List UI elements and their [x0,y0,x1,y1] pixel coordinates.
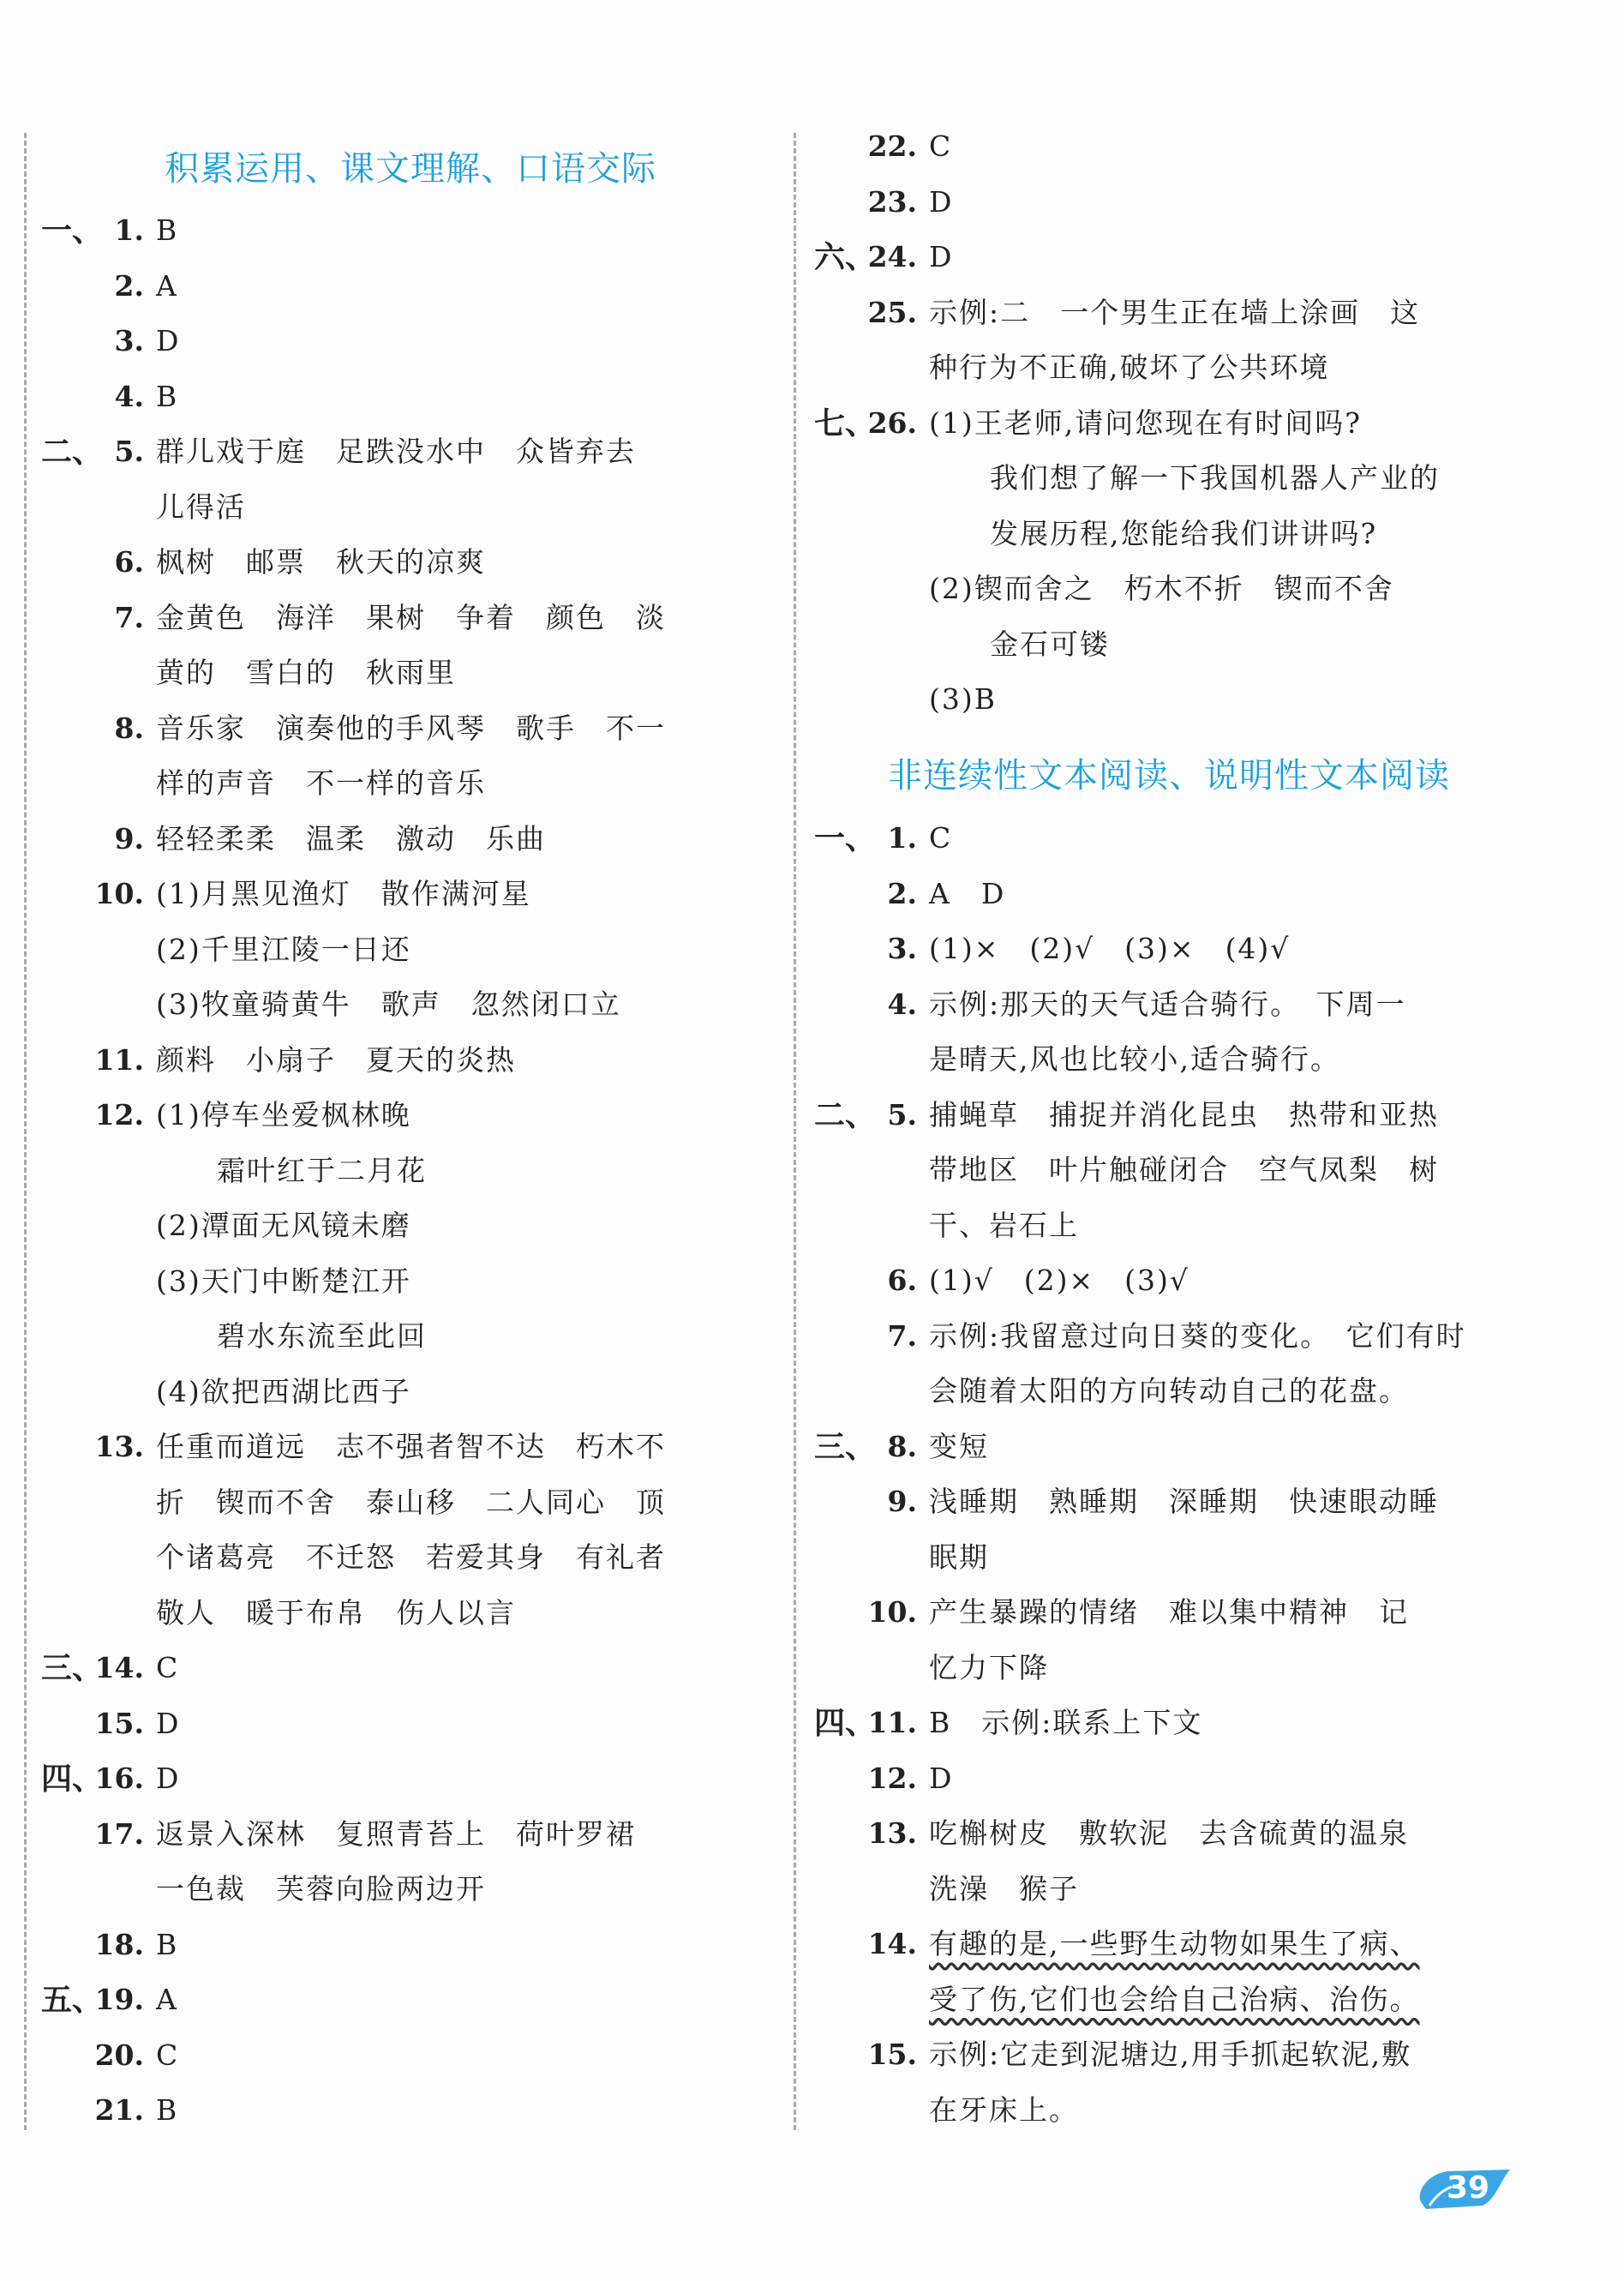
answer-text: (1)× (2)√ (3)× (4)√ [929,932,1291,965]
answer-row [41,2083,744,2138]
answer-text: (3)天门中断楚江开 [156,1264,411,1298]
question-number: 8. [887,1429,917,1463]
section-heading-right: 非连续性文本阅读、说明性文本阅读 [888,756,1450,795]
answer-text: 干、岩石上 [929,1208,1079,1242]
answer-row [41,977,744,1032]
section-marker: 三、 [814,1428,877,1465]
answer-text: D [156,324,181,357]
section-marker: 四、 [41,1761,104,1797]
section-marker: 一、 [41,213,104,249]
answer-text: 枫树 邮票 秋天的凉爽 [156,545,486,579]
answer-row [41,259,744,314]
answer-text: D [929,240,954,273]
answer-text: D [156,1706,181,1740]
answer-row [41,1033,744,1088]
answer-text: (4)欲把西湖比西子 [156,1374,411,1408]
question-number: 1. [887,821,917,855]
answer-row [41,314,744,369]
answer-row [814,561,1517,616]
answer-row [814,1917,1517,1972]
question-number: 3. [887,932,917,965]
answer-row [41,203,744,258]
question-number: 11. [867,1706,917,1739]
answer-text: 我们想了解一下我国机器人产业的 [990,461,1440,495]
answer-text: B [156,213,179,247]
answer-row [41,1530,744,1585]
answer-row [814,396,1517,451]
answer-text: 有趣的是,一些野生动物如果生了病、 [929,1927,1420,1960]
section-marker: 一、 [814,820,877,856]
question-number: 14. [94,1651,144,1684]
answer-text: 带地区 叶片触碰闭合 空气凤梨 树 [929,1153,1439,1186]
answer-text: C [929,821,953,855]
answer-text: 示例:它走到泥塘边,用手抓起软泥,敷 [929,2038,1412,2071]
question-number: 12. [94,1098,144,1131]
center-divider [794,133,796,2130]
answer-text: (3)牧童骑黄牛 歌声 忽然闭口立 [156,987,621,1021]
answer-text: 碧水东流至此回 [217,1319,427,1353]
answer-text: B 示例:联系上下文 [929,1706,1203,1739]
section-marker: 五、 [41,1982,104,2018]
question-number: 8. [114,711,144,745]
question-number: 15. [94,1706,144,1740]
answer-text: 示例:那天的天气适合骑行。 下周一 [929,987,1406,1021]
answer-text: 黄的 雪白的 秋雨里 [156,656,456,689]
answer-text: (2)千里江陵一日还 [156,932,411,966]
answer-row [814,1585,1517,1640]
question-number: 14. [867,1927,917,1960]
answer-text: C [156,2038,180,2072]
answer-text: (1)王老师,请问您现在有时间吗? [929,405,1362,440]
answer-text: 折 锲而不舍 泰山移 二人同心 顶 [156,1485,666,1519]
question-number: 9. [114,821,144,855]
answer-row [41,1862,744,1917]
answer-row [41,424,744,479]
answer-text: C [156,1651,180,1684]
answer-text: (1)停车坐爱枫林晚 [156,1098,411,1131]
answer-text: 变短 [929,1429,989,1463]
answer-row [41,1254,744,1309]
question-number: 23. [867,184,917,219]
answer-row [41,701,744,756]
answer-row [814,1862,1517,1917]
answer-row [814,1088,1517,1143]
answer-text: 示例:二 一个男生正在墙上涂画 这 [929,295,1421,329]
answer-text: 捕蝇草 捕捉并消化昆虫 热带和亚热 [929,1097,1439,1131]
answer-text: 儿得活 [156,489,246,524]
answer-row [41,1088,744,1143]
section-marker: 三、 [41,1650,104,1686]
answer-text: 种行为不正确,破坏了公共环境 [929,351,1330,384]
answer-text: D [929,1761,954,1795]
answer-text: 示例:我留意过向日葵的变化。 它们有时 [929,1318,1466,1353]
answer-text: 敬人 暖于布帛 伤人以言 [156,1595,516,1630]
answer-row [41,1475,744,1530]
answer-row [814,1530,1517,1585]
answer-row [814,1253,1517,1308]
answer-text: D [929,184,954,219]
section-marker: 七、 [814,405,877,441]
answer-row [41,1918,744,1972]
answer-text: 在牙床上。 [929,2092,1079,2127]
page-number: 39 [1447,2170,1490,2206]
question-number: 7. [114,600,144,634]
question-number: 21. [94,2093,144,2127]
answer-row [41,591,744,645]
answer-text: 轻轻柔柔 温柔 激动 乐曲 [156,821,546,855]
answer-text: 任重而道远 志不强者智不达 朽木不 [156,1430,666,1463]
answer-text: A [156,1983,178,2016]
question-number: 26. [867,405,917,440]
answer-row [41,369,744,424]
question-number: 22. [867,129,917,163]
answer-row [41,756,744,811]
question-number: 12. [867,1761,917,1795]
answer-row [41,1144,744,1198]
answer-text: C [929,129,953,163]
answer-text: A D [929,876,1006,910]
answer-row [41,1420,744,1474]
answer-text: 金石可镂 [990,627,1110,661]
answer-row [814,451,1517,506]
answer-row [814,1641,1517,1696]
answer-row [814,175,1517,230]
answer-row [814,617,1517,672]
answer-text: 个诸葛亮 不迁怒 若爱其身 有礼者 [156,1540,666,1574]
question-number: 4. [887,987,917,1021]
answer-row [814,1032,1517,1087]
answer-row [814,867,1517,921]
section-marker: 六、 [814,239,877,275]
answer-text: (2)潭面无风镜未磨 [156,1209,411,1242]
answer-row [814,1696,1517,1750]
answer-row [41,535,744,590]
section-marker: 二、 [41,434,104,470]
answer-row [814,1309,1517,1364]
question-number: 5. [887,1097,917,1131]
answer-row [41,1972,744,2027]
answer-row [41,645,744,700]
answer-text: 浅睡期 熟睡期 深睡期 快速眼动睡 [929,1485,1439,1518]
answer-text: (1)月黑见渔灯 散作满河星 [156,877,531,910]
question-number: 7. [887,1318,917,1353]
answer-row [814,2083,1517,2138]
answer-row [814,230,1517,285]
answer-text: 一色裁 芙蓉向脸两边开 [156,1872,486,1906]
question-number: 16. [94,1762,144,1795]
answer-text: 返景入深林 复照青苔上 荷叶罗裙 [156,1816,636,1851]
answer-row [814,1972,1517,2027]
answer-text: 霜叶红于二月花 [217,1153,427,1187]
answer-text: 发展历程,您能给我们讲讲吗? [990,516,1378,550]
question-number: 2. [114,268,144,303]
answer-text: 群儿戏于庭 足跌没水中 众皆弃去 [156,435,636,468]
question-number: 15. [867,2038,917,2071]
answer-text: 金黄色 海洋 果树 争着 颜色 淡 [156,600,666,634]
answer-row [41,867,744,921]
answer-row [814,811,1517,866]
answer-text: 音乐家 演奏他的手风琴 歌手 不一 [156,711,666,745]
answer-row [814,1198,1517,1253]
question-number: 1. [114,213,144,247]
answer-text: B [156,2093,179,2127]
question-number: 3. [114,324,144,357]
answer-text: (3)B [929,682,997,716]
question-number: 5. [114,435,144,468]
answer-row [41,1198,744,1253]
section-marker: 四、 [814,1705,877,1741]
answer-row [814,340,1517,395]
section-marker: 二、 [814,1096,877,1133]
answer-row [814,2027,1517,2082]
question-number: 25. [867,295,917,329]
question-number: 17. [94,1816,144,1851]
question-number: 2. [887,876,917,910]
answer-text: 会随着太阳的方向转动自己的花盘。 [929,1374,1409,1408]
answer-text: D [156,1762,181,1795]
answer-text: (1)√ (2)× (3)√ [929,1264,1190,1297]
answer-row [814,1806,1517,1861]
question-number: 18. [94,1927,144,1961]
answer-text: 吃槲树皮 敷软泥 去含硫黄的温泉 [929,1816,1409,1850]
question-number: 6. [887,1264,917,1297]
answer-row [814,119,1517,174]
answer-text: A [156,268,178,303]
answer-row [41,1586,744,1641]
answer-text: 颜料 小扇子 夏天的炎热 [156,1042,516,1077]
answer-text: 受了伤,它们也会给自己治病、治伤。 [929,1982,1420,2016]
answer-row [41,922,744,977]
section-heading-left: 积累运用、课文理解、口语交际 [165,149,656,189]
question-number: 13. [867,1816,917,1850]
answer-row [41,1807,744,1862]
question-number: 10. [94,877,144,910]
answer-row [814,507,1517,561]
question-number: 19. [94,1983,144,2016]
answer-row [814,1751,1517,1806]
answer-row [41,1751,744,1806]
answer-row [814,1420,1517,1474]
answer-text: 样的声音 不一样的音乐 [156,766,486,800]
answer-text: 忆力下降 [929,1650,1049,1684]
question-number: 13. [94,1430,144,1463]
question-number: 24. [867,240,917,273]
answer-text: 眠期 [929,1540,989,1574]
answer-row [41,2028,744,2083]
answer-text: B [156,379,179,413]
answer-row [814,1143,1517,1198]
left-divider [24,133,27,2130]
answer-row [814,672,1517,727]
answer-text: 洗澡 猴子 [929,1871,1079,1906]
question-number: 11. [94,1042,144,1077]
answer-text: B [156,1927,179,1961]
answer-row [41,1309,744,1364]
answer-row [41,480,744,535]
answer-row [814,921,1517,976]
answer-row [41,812,744,867]
question-number: 20. [94,2038,144,2072]
answer-row [41,1365,744,1420]
answer-row [814,285,1517,340]
answer-row [814,977,1517,1032]
question-number: 6. [114,545,144,579]
question-number: 4. [114,379,144,413]
answer-text: 产生暴躁的情绪 难以集中精神 记 [929,1595,1409,1629]
answer-row [814,1364,1517,1419]
answer-text: 是晴天,风也比较小,适合骑行。 [929,1042,1340,1076]
question-number: 9. [887,1485,917,1518]
answer-row [41,1696,744,1751]
answer-text: (2)锲而舍之 朽木不折 锲而不舍 [929,572,1394,605]
answer-row [41,1641,744,1696]
answer-row [814,1474,1517,1529]
question-number: 10. [867,1595,917,1629]
